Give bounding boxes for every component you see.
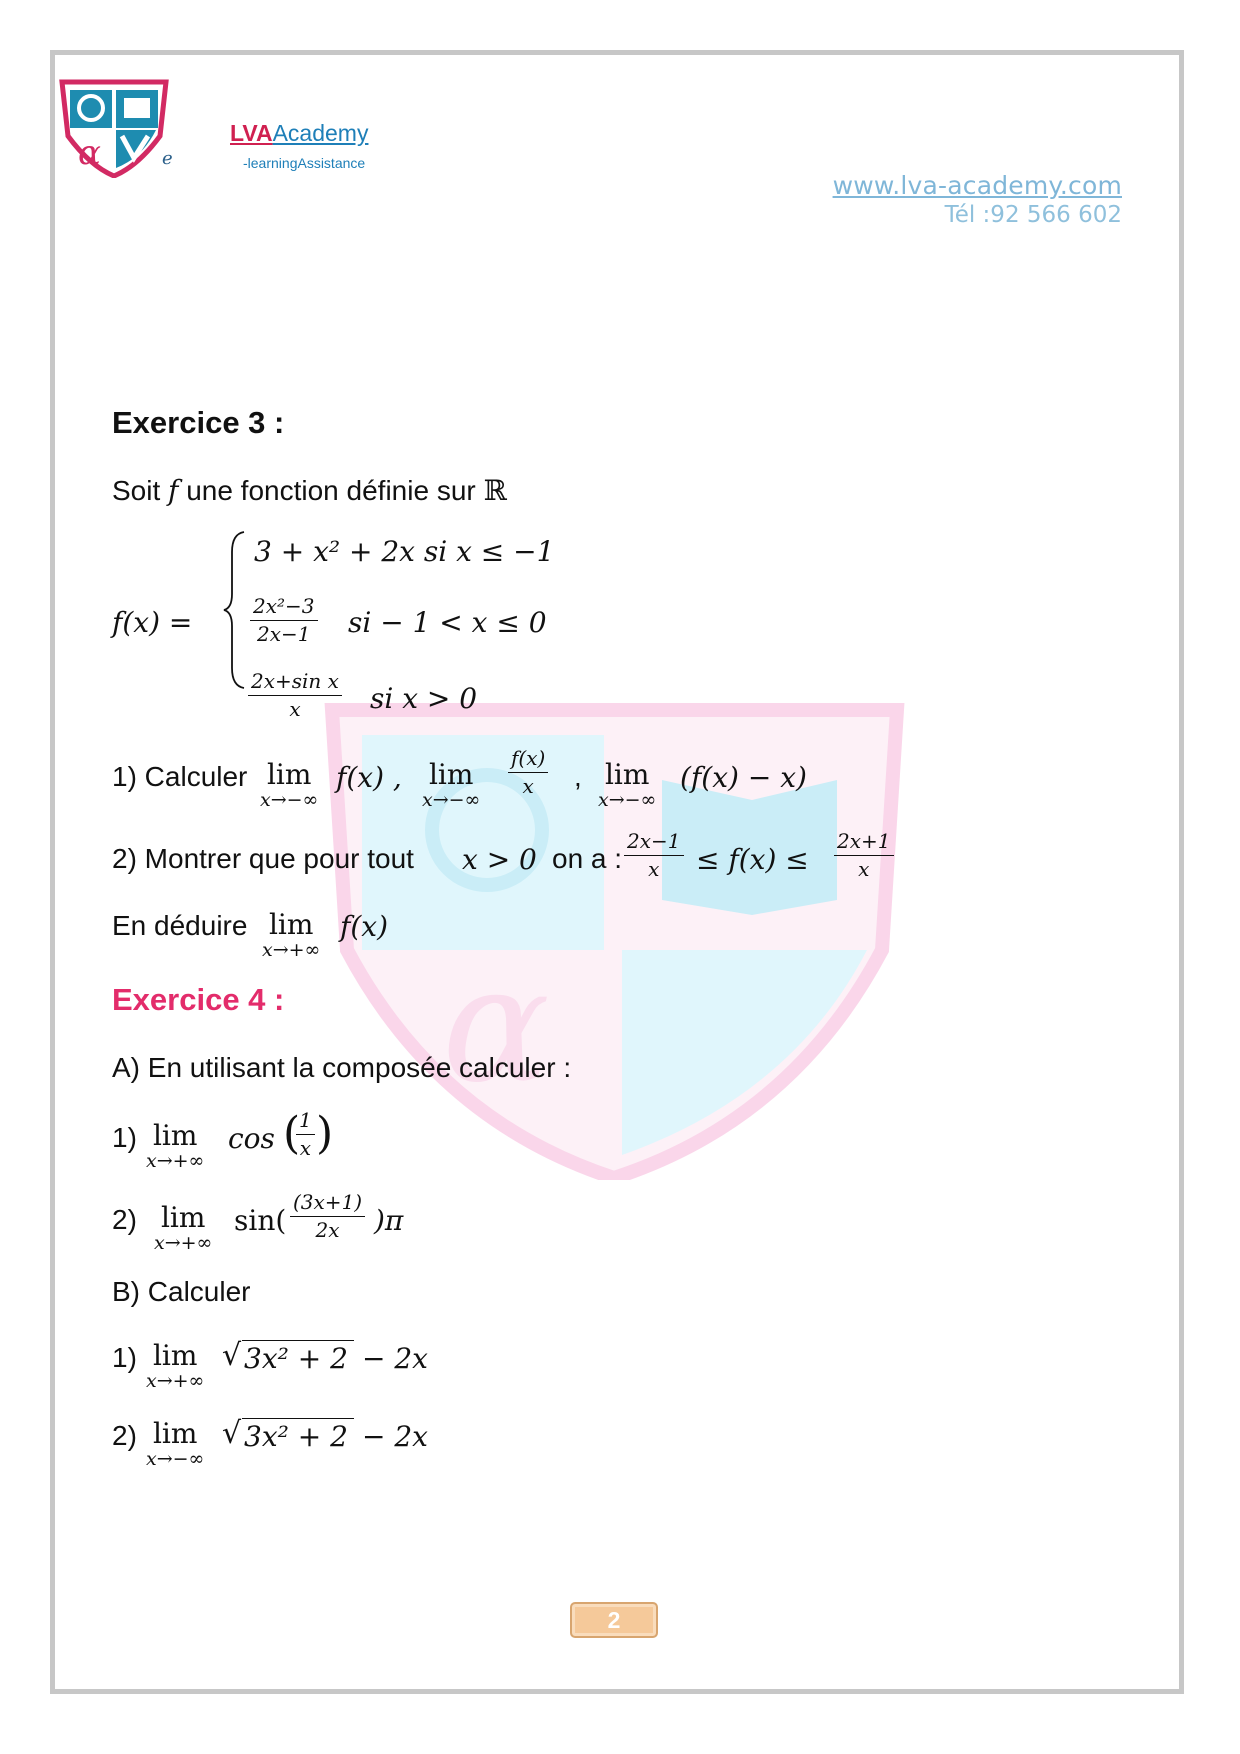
svg-text:α: α [442, 931, 551, 1118]
part-b-label: B) Calculer [112, 1276, 251, 1307]
a1-func: cos [228, 1122, 275, 1155]
b1-limit [146, 1341, 204, 1391]
q1-limit-1 [260, 760, 318, 810]
fx-lhs: f(x) = [112, 606, 193, 639]
brand-tagline: -learningAssistance [243, 155, 366, 171]
a1-denominator: x [299, 1136, 311, 1160]
a1-right-paren: ) [316, 1108, 334, 1159]
phone-number: Tél :92 566 602 [944, 202, 1122, 228]
lim-word: lim [266, 758, 312, 791]
case-3-numerator: 2x+sin x [248, 669, 342, 696]
q2-condition: x > 0 [462, 843, 537, 876]
q1-limit-2-fraction [508, 746, 548, 799]
b2-tail: − 2x [362, 1420, 428, 1453]
svg-text:α: α [78, 133, 101, 173]
q1-limit-1-subscript: x→−∞ [260, 789, 319, 811]
q1-comma: , [574, 761, 582, 792]
page-number: 2 [570, 1602, 658, 1638]
b2-radicand: 3x² + 2 [244, 1420, 348, 1453]
b1-sqrt-sign: √ [222, 1338, 242, 1373]
b2-sqrt-sign: √ [222, 1416, 242, 1451]
lim-word: lim [152, 1417, 198, 1450]
a2-tail: )π [374, 1204, 404, 1237]
intro-soit: Soit [112, 475, 161, 506]
a2-func: sin( [234, 1204, 287, 1237]
q1-limit-2-denominator: x [522, 774, 534, 798]
a1-label: 1) [112, 1122, 137, 1153]
intro-f: f [168, 474, 179, 507]
a2-numerator: (3x+1) [290, 1190, 365, 1217]
case-2-denominator: 2x−1 [257, 622, 311, 646]
exercise-4-title: Exercice 4 : [112, 982, 285, 1017]
brand-lva: LVA [230, 120, 273, 146]
lim-word: lim [160, 1201, 206, 1234]
intro-real-set: ℝ [483, 474, 507, 507]
q1-limit-1-expr: f(x) , [336, 761, 402, 794]
q1-limit-3 [598, 760, 656, 810]
ex3-intro [112, 474, 507, 507]
brand-name [230, 120, 368, 147]
a2-limit [154, 1203, 212, 1253]
a2-limit-subscript: x→+∞ [154, 1232, 213, 1254]
case-3-denominator: x [289, 697, 301, 721]
a2-fraction [290, 1190, 365, 1243]
q2-label: 2) Montrer que pour tout [112, 843, 414, 874]
academy-logo [58, 78, 170, 178]
a1-left-paren: ( [283, 1108, 301, 1159]
q1-limit-2-numerator: f(x) [508, 746, 548, 773]
q2-left-numerator: 2x−1 [624, 829, 684, 856]
deduce-limit [262, 910, 320, 960]
a2-label: 2) [112, 1204, 137, 1235]
q1-label: 1) Calculer [112, 761, 248, 792]
q2-left-fraction [624, 829, 684, 882]
q2-middle: ≤ f(x) ≤ [696, 843, 809, 876]
case-2-numerator: 2x²−3 [250, 594, 318, 621]
q2-right-numerator: 2x+1 [834, 829, 894, 856]
a1-fraction [296, 1108, 315, 1161]
q2-right-fraction [834, 829, 894, 882]
lim-word: lim [152, 1339, 198, 1372]
b2-limit [146, 1419, 204, 1469]
q1-limit-2 [422, 760, 480, 810]
q2-right-denominator: x [858, 857, 870, 881]
website-link[interactable]: www.lva-academy.com [832, 171, 1122, 200]
b1-tail: − 2x [362, 1342, 428, 1375]
piecewise-brace [222, 530, 248, 690]
q2-ona: on a : [552, 843, 623, 874]
deduce-limit-subscript: x→+∞ [262, 939, 321, 961]
case-2-fraction [250, 594, 318, 647]
case-2-condition: si − 1 < x ≤ 0 [348, 606, 547, 639]
brand-academy: Academy [272, 120, 369, 146]
a2-denominator: 2x [315, 1218, 340, 1242]
b1-sqrt-bar [242, 1340, 354, 1341]
b1-limit-subscript: x→+∞ [146, 1370, 205, 1392]
logo-e-letter: e [162, 148, 173, 169]
deduce-expr: f(x) [340, 910, 389, 943]
case-3-fraction [248, 669, 342, 722]
a1-numerator: 1 [296, 1108, 315, 1135]
lim-word: lim [604, 758, 650, 791]
a1-limit-subscript: x→+∞ [146, 1150, 205, 1172]
intro-rest: une fonction définie sur [186, 475, 476, 506]
exercise-3-title: Exercice 3 : [112, 405, 285, 440]
b1-radicand: 3x² + 2 [244, 1342, 348, 1375]
lim-word: lim [152, 1119, 198, 1152]
q2-left-denominator: x [648, 857, 660, 881]
case-1: 3 + x² + 2x si x ≤ −1 [254, 535, 555, 568]
lim-word: lim [428, 758, 474, 791]
q1-limit-3-expr: (f(x) − x) [680, 761, 807, 794]
deduce-label: En déduire [112, 910, 248, 941]
case-3-condition: si x > 0 [370, 682, 478, 715]
b2-limit-subscript: x→−∞ [146, 1448, 205, 1470]
q1-limit-3-subscript: x→−∞ [598, 789, 657, 811]
q1-limit-2-subscript: x→−∞ [422, 789, 481, 811]
b2-sqrt-bar [242, 1418, 354, 1419]
a1-limit [146, 1121, 204, 1171]
lim-word: lim [268, 908, 314, 941]
part-a-label: A) En utilisant la composée calculer : [112, 1052, 572, 1083]
b1-label: 1) [112, 1342, 137, 1373]
b2-label: 2) [112, 1420, 137, 1451]
